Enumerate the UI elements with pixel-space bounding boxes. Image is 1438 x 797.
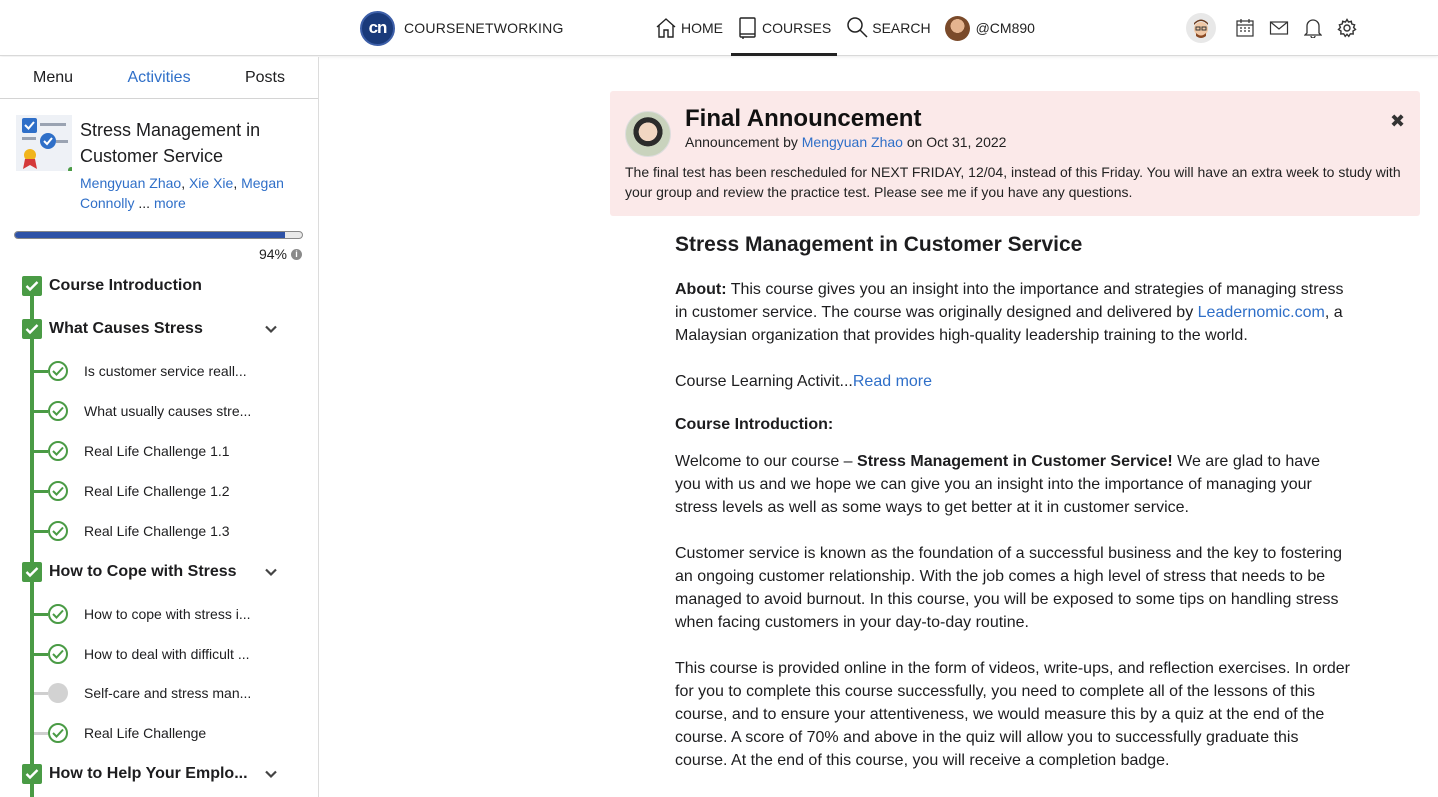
section-how-to-help-your-employees[interactable] <box>22 763 312 785</box>
section-label: Course Introduction <box>49 277 202 294</box>
course-header <box>0 99 318 219</box>
announcement-author-avatar[interactable] <box>625 111 671 157</box>
mail-icon[interactable] <box>1262 20 1296 36</box>
intro-heading: Course Introduction: <box>675 416 834 433</box>
tab-menu[interactable]: Menu <box>32 69 74 86</box>
activity-label: Real Life Challenge <box>84 725 207 741</box>
check-icon <box>22 562 42 582</box>
section-label: What Causes Stress <box>49 320 203 337</box>
progress-percentage <box>259 246 302 262</box>
section-label: How to Cope with Stress <box>49 563 237 580</box>
announcement-meta-prefix: Announcement by <box>685 134 798 150</box>
nav-home[interactable] <box>648 0 729 56</box>
calendar-icon[interactable] <box>1228 18 1262 38</box>
leadernomic-link[interactable]: Leadernomic.com <box>1197 304 1325 321</box>
nav-profile-label: @CM890 <box>975 20 1035 36</box>
check-circle-icon <box>48 644 68 664</box>
sidebar-tabs <box>0 57 318 99</box>
welcome-text-2: We are glad to have you with us and we hope we can give you an insight into the importance of managing your stress levels as well as some ways to get better at it in customer service. <box>675 453 1321 516</box>
author-link[interactable]: Mengyuan Zhao <box>80 175 182 191</box>
connector <box>34 410 48 413</box>
about-label: About: <box>675 281 727 298</box>
connector <box>34 490 48 493</box>
activity-item[interactable] <box>34 721 314 745</box>
top-navigation-bar <box>0 0 1438 56</box>
chevron-down-icon[interactable] <box>264 767 278 781</box>
announcement-date: on Oct 31, 2022 <box>906 134 1007 150</box>
content-title: Stress Management in Customer Service <box>675 233 1083 256</box>
activity-label: How to deal with difficult ... <box>84 646 250 662</box>
welcome-paragraph <box>675 450 1350 519</box>
section-label: How to Help Your Emplo... <box>49 765 248 782</box>
profile-avatar <box>945 16 970 41</box>
check-circle-icon <box>48 481 68 501</box>
section-course-introduction[interactable] <box>22 275 312 297</box>
tab-activities[interactable]: Activities <box>127 69 191 86</box>
search-icon <box>845 16 869 40</box>
progress-label: 94% <box>258 246 287 262</box>
announcement-banner <box>610 91 1420 216</box>
connector <box>34 370 48 373</box>
announcement-meta <box>685 134 1006 150</box>
connector <box>34 692 48 695</box>
brand-name[interactable]: COURSENETWORKING <box>404 20 564 36</box>
check-circle-icon <box>48 521 68 541</box>
check-icon <box>22 276 42 296</box>
about-paragraph <box>675 278 1350 347</box>
brand-logo[interactable]: cn <box>360 11 395 46</box>
check-icon <box>22 319 42 339</box>
activity-item[interactable] <box>34 642 314 666</box>
course-authors: Mengyuan Zhao, Xie Xie, Megan Connolly ... more <box>80 175 284 211</box>
connector <box>34 613 48 616</box>
check-circle-icon <box>48 401 68 421</box>
section-how-to-cope-with-stress[interactable] <box>22 561 312 583</box>
nav-profile[interactable] <box>939 0 1041 56</box>
nav-search-label: SEARCH <box>872 20 931 36</box>
about-text-2: , a Malaysian organization that provides high-quality leadership training to the world. <box>675 304 1343 344</box>
activity-label: Self-care and stress man... <box>84 685 252 701</box>
activity-item[interactable] <box>34 602 314 626</box>
about-text-1: This course gives you an insight into the importance and strategies of managing stress in customer service. The course was originally designed and delivered by <box>675 281 1344 321</box>
chevron-down-icon[interactable] <box>264 565 278 579</box>
connector <box>34 653 48 656</box>
activity-item[interactable] <box>34 479 314 503</box>
connector <box>34 732 48 735</box>
welcome-course-name: Stress Management in Customer Service! <box>857 453 1173 470</box>
check-circle-icon <box>48 441 68 461</box>
bell-icon[interactable] <box>1296 18 1330 38</box>
activity-label: Real Life Challenge 1.3 <box>84 523 230 539</box>
course-title[interactable]: Stress Management in Customer Service <box>80 120 261 166</box>
check-circle-icon <box>48 604 68 624</box>
customer-service-paragraph: Customer service is known as the foundation of a successful business and the key to fostering an ongoing customer relationship. With the job comes a high level of stress that needs to be managed to avoid burnout. In this course, you will be exposed to some tips on handling stress when facing customers in your day-to-day routine. <box>675 545 1343 631</box>
chevron-down-icon[interactable] <box>264 322 278 336</box>
activity-label: Real Life Challenge 1.2 <box>84 483 230 499</box>
connector <box>34 530 48 533</box>
activities-teaser <box>675 370 1350 393</box>
activity-label: Real Life Challenge 1.1 <box>84 443 230 459</box>
progress-fill <box>15 232 285 238</box>
welcome-text-1: Welcome to our course – <box>675 453 858 470</box>
incomplete-circle-icon <box>48 683 68 703</box>
activity-item[interactable] <box>34 519 314 543</box>
course-progress-bar <box>14 231 303 239</box>
course-sidebar <box>0 57 319 797</box>
nav-courses[interactable] <box>731 0 837 56</box>
check-icon <box>22 764 42 784</box>
header-actions <box>1186 12 1364 44</box>
announcement-title: Final Announcement <box>685 105 922 132</box>
activities-teaser-text: Course Learning Activit... <box>675 373 853 390</box>
activity-item[interactable] <box>34 439 314 463</box>
course-badge-icon[interactable] <box>16 115 72 171</box>
section-what-causes-stress[interactable] <box>22 318 312 340</box>
info-icon[interactable]: i <box>291 249 302 260</box>
activity-label: What usually causes stre... <box>84 403 252 419</box>
connector <box>34 450 48 453</box>
home-icon <box>654 16 678 40</box>
book-icon <box>737 16 759 40</box>
announcement-author-link[interactable]: Mengyuan Zhao <box>801 134 903 150</box>
tab-posts[interactable]: Posts <box>244 69 285 86</box>
authors-more-link[interactable]: more <box>153 195 186 211</box>
check-circle-icon <box>48 361 68 381</box>
settings-gear-icon[interactable] <box>1330 18 1364 38</box>
user-avatar[interactable] <box>1186 13 1216 43</box>
author-link[interactable]: Megan Connolly <box>80 175 284 211</box>
activity-item[interactable] <box>34 399 314 423</box>
nav-courses-label: COURSES <box>762 20 832 36</box>
course-format-paragraph: This course is provided online in the form of videos, write-ups, and reflection exercises. In order for you to complete this course successfully, you need to complete all of the lessons of this course, and to ensure your attentiveness, we would measure this by a quiz at the end of the course. A score of 70% and above in the quiz will allow you to successfully graduate this course. At the end of this course, you will receive a completion badge. <box>675 660 1350 769</box>
announcement-body: The final test has been rescheduled for NEXT FRIDAY, 12/04, instead of this Friday. You will have an extra week to study with your group and review the practice test. Please see me if you have any questions. <box>625 164 1401 200</box>
brand[interactable] <box>360 10 564 46</box>
main-nav <box>648 0 1043 56</box>
course-description <box>675 230 1350 772</box>
nav-search[interactable] <box>839 0 936 56</box>
close-icon[interactable]: ✖ <box>1390 111 1406 131</box>
activity-item[interactable] <box>34 681 314 705</box>
nav-home-label: HOME <box>681 20 723 36</box>
authors-ellipsis: ... <box>138 195 151 211</box>
activity-label: How to cope with stress i... <box>84 606 251 622</box>
activity-item[interactable] <box>34 359 314 383</box>
read-more-link[interactable]: Read more <box>852 373 933 390</box>
author-link[interactable]: Xie Xie <box>188 175 234 191</box>
activity-label: Is customer service reall... <box>84 363 247 379</box>
check-circle-icon <box>48 723 68 743</box>
